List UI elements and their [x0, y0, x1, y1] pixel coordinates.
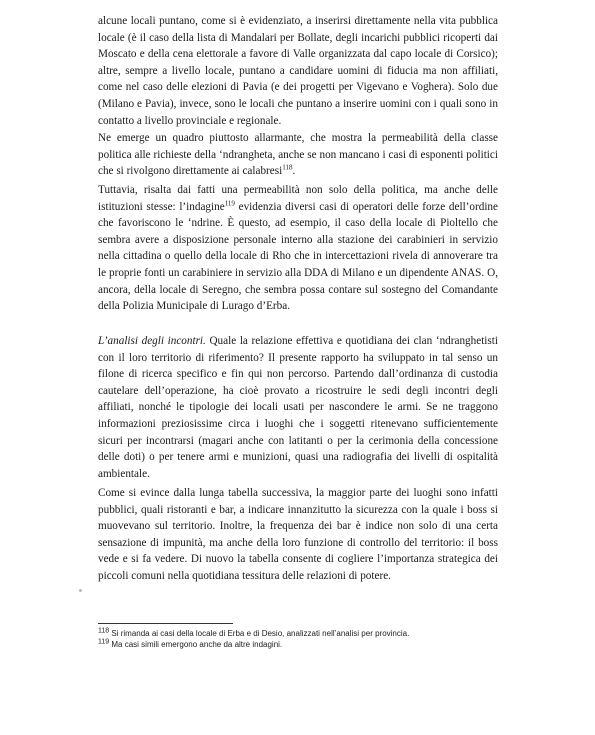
footnote-text: Si rimanda ai casi della locale di Erba e di Desio, analizzati nell’analisi per provincia. — [109, 629, 410, 638]
footnote-text: Ma casi simili emergono anche da altre indagini. — [109, 640, 283, 649]
scan-mark — [79, 589, 82, 592]
footnote-number: 118 — [98, 627, 110, 635]
footnote-ref-119[interactable]: 119 — [224, 198, 235, 207]
footnote-ref-118[interactable]: 118 — [282, 163, 293, 172]
paragraph-text: evidenzia diversi casi di operatori delle forze dell’ordine che favoriscono le ‘ndrine. È questo, ad esempio, il caso della locale di Pioltello che sembra avere a disposizione personale interno alla stazione dei carabinieri in servizio nella cittadina o quello della locale di Rho che in intercettazioni rivela di annoverare tra le proprie fonti un carabiniere in servizio alla DDA di Milano e un dipendente ANAS. O, ancora, della locale di Seregno, che sembra possa contare sul sostegno del Comandante della Polizia Municipale di Lurago d’Erba. — [98, 200, 498, 313]
paragraph-3 — [98, 182, 498, 315]
paragraph-text: Tuttavia, risalta dai fatti una permeabilità non solo della politica, ma anche delle istituzioni stesse: l’indagine — [98, 184, 498, 213]
paragraph-4 — [98, 333, 498, 482]
paragraph-text: Ne emerge un quadro piuttosto allarmante, che mostra la permeabilità della classe politica alle richieste della ‘ndrangheta, anche se non mancano i casi di esponenti politici che si rivolgono direttamente ai calabresi — [98, 132, 498, 178]
paragraph-1 — [98, 13, 498, 129]
footnote-number: 119 — [98, 638, 110, 646]
paragraph-5 — [98, 485, 498, 585]
paragraph-text: Come si evince dalla lunga tabella successiva, la maggior parte dei luoghi sono infatti pubblici, quali ristoranti e bar, a indicare innanzitutto la sicurezza con la quale i boss si muovevano sul territorio. Inoltre, la frequenza dei bar è indice non solo di una certa sensazione di impunità, ma anche della loro funzione di controllo del territorio: il boss vede e si fa vedere. Di nuovo la tabella consente di cogliere l’importanza strategica dei piccoli comuni nella quotidiana tessitura delle relazioni di potere. — [98, 487, 498, 582]
footnote-119 — [98, 640, 518, 650]
footnote-separator — [98, 623, 233, 624]
paragraph-text: Quale la relazione effettiva e quotidiana dei clan ‘ndranghetisti con il loro territorio di riferimento? Il presente rapporto ha sviluppato in tal senso un filone di ricerca specifico e fin qui non percorso. Partendo dall’ordinanza di custodia cautelare dell’operazione, ha cioè provato a ricostruire le sedi degli incontri degli affiliati, nonché le tipologie dei locali usati per nascondere le armi. Se ne traggono informazioni preziosissime circa i luoghi che i soggetti ritenevano sufficientemente sicuri per incontrarsi (magari anche con latitanti o per la cerimonia della concessione delle doti) o per tenere armi e munizioni, quasi una radiografia dei livelli di ospitalità ambientale. — [98, 335, 498, 480]
paragraph-2: Ne emerge un quadro piuttosto allarmante, che mostra la permeabilità della classe politica alle richieste della ‘ndrangheta, anche se non mancano i casi di esponenti politici che si rivolgono direttamente ai calabresi$^{118}$. — [98, 132, 498, 178]
section-heading-inline: L’analisi degli incontri. — [98, 335, 206, 347]
paragraph-text: alcune locali puntano, come si è evidenziato, a inserirsi direttamente nella vita pubblica locale (è il caso della lista di Mandalari per Bollate, degli incarichi pubblici ricoperti dai Moscato e della cena elettorale a favore di Valle organizzata dal capo locale di Corsico); altre, sempre a livello locale, puntano a candidare uomini di fiducia ma non affiliati, come nel caso delle elezioni di Pavia (e dei progetti per Vigevano e Voghera). Solo due (Milano e Pavia), invece, sono le locali che puntano a inserire uomini con i quali sono in contatto a livello provinciale e regionale. — [98, 15, 498, 127]
footnote-118 — [98, 629, 518, 639]
